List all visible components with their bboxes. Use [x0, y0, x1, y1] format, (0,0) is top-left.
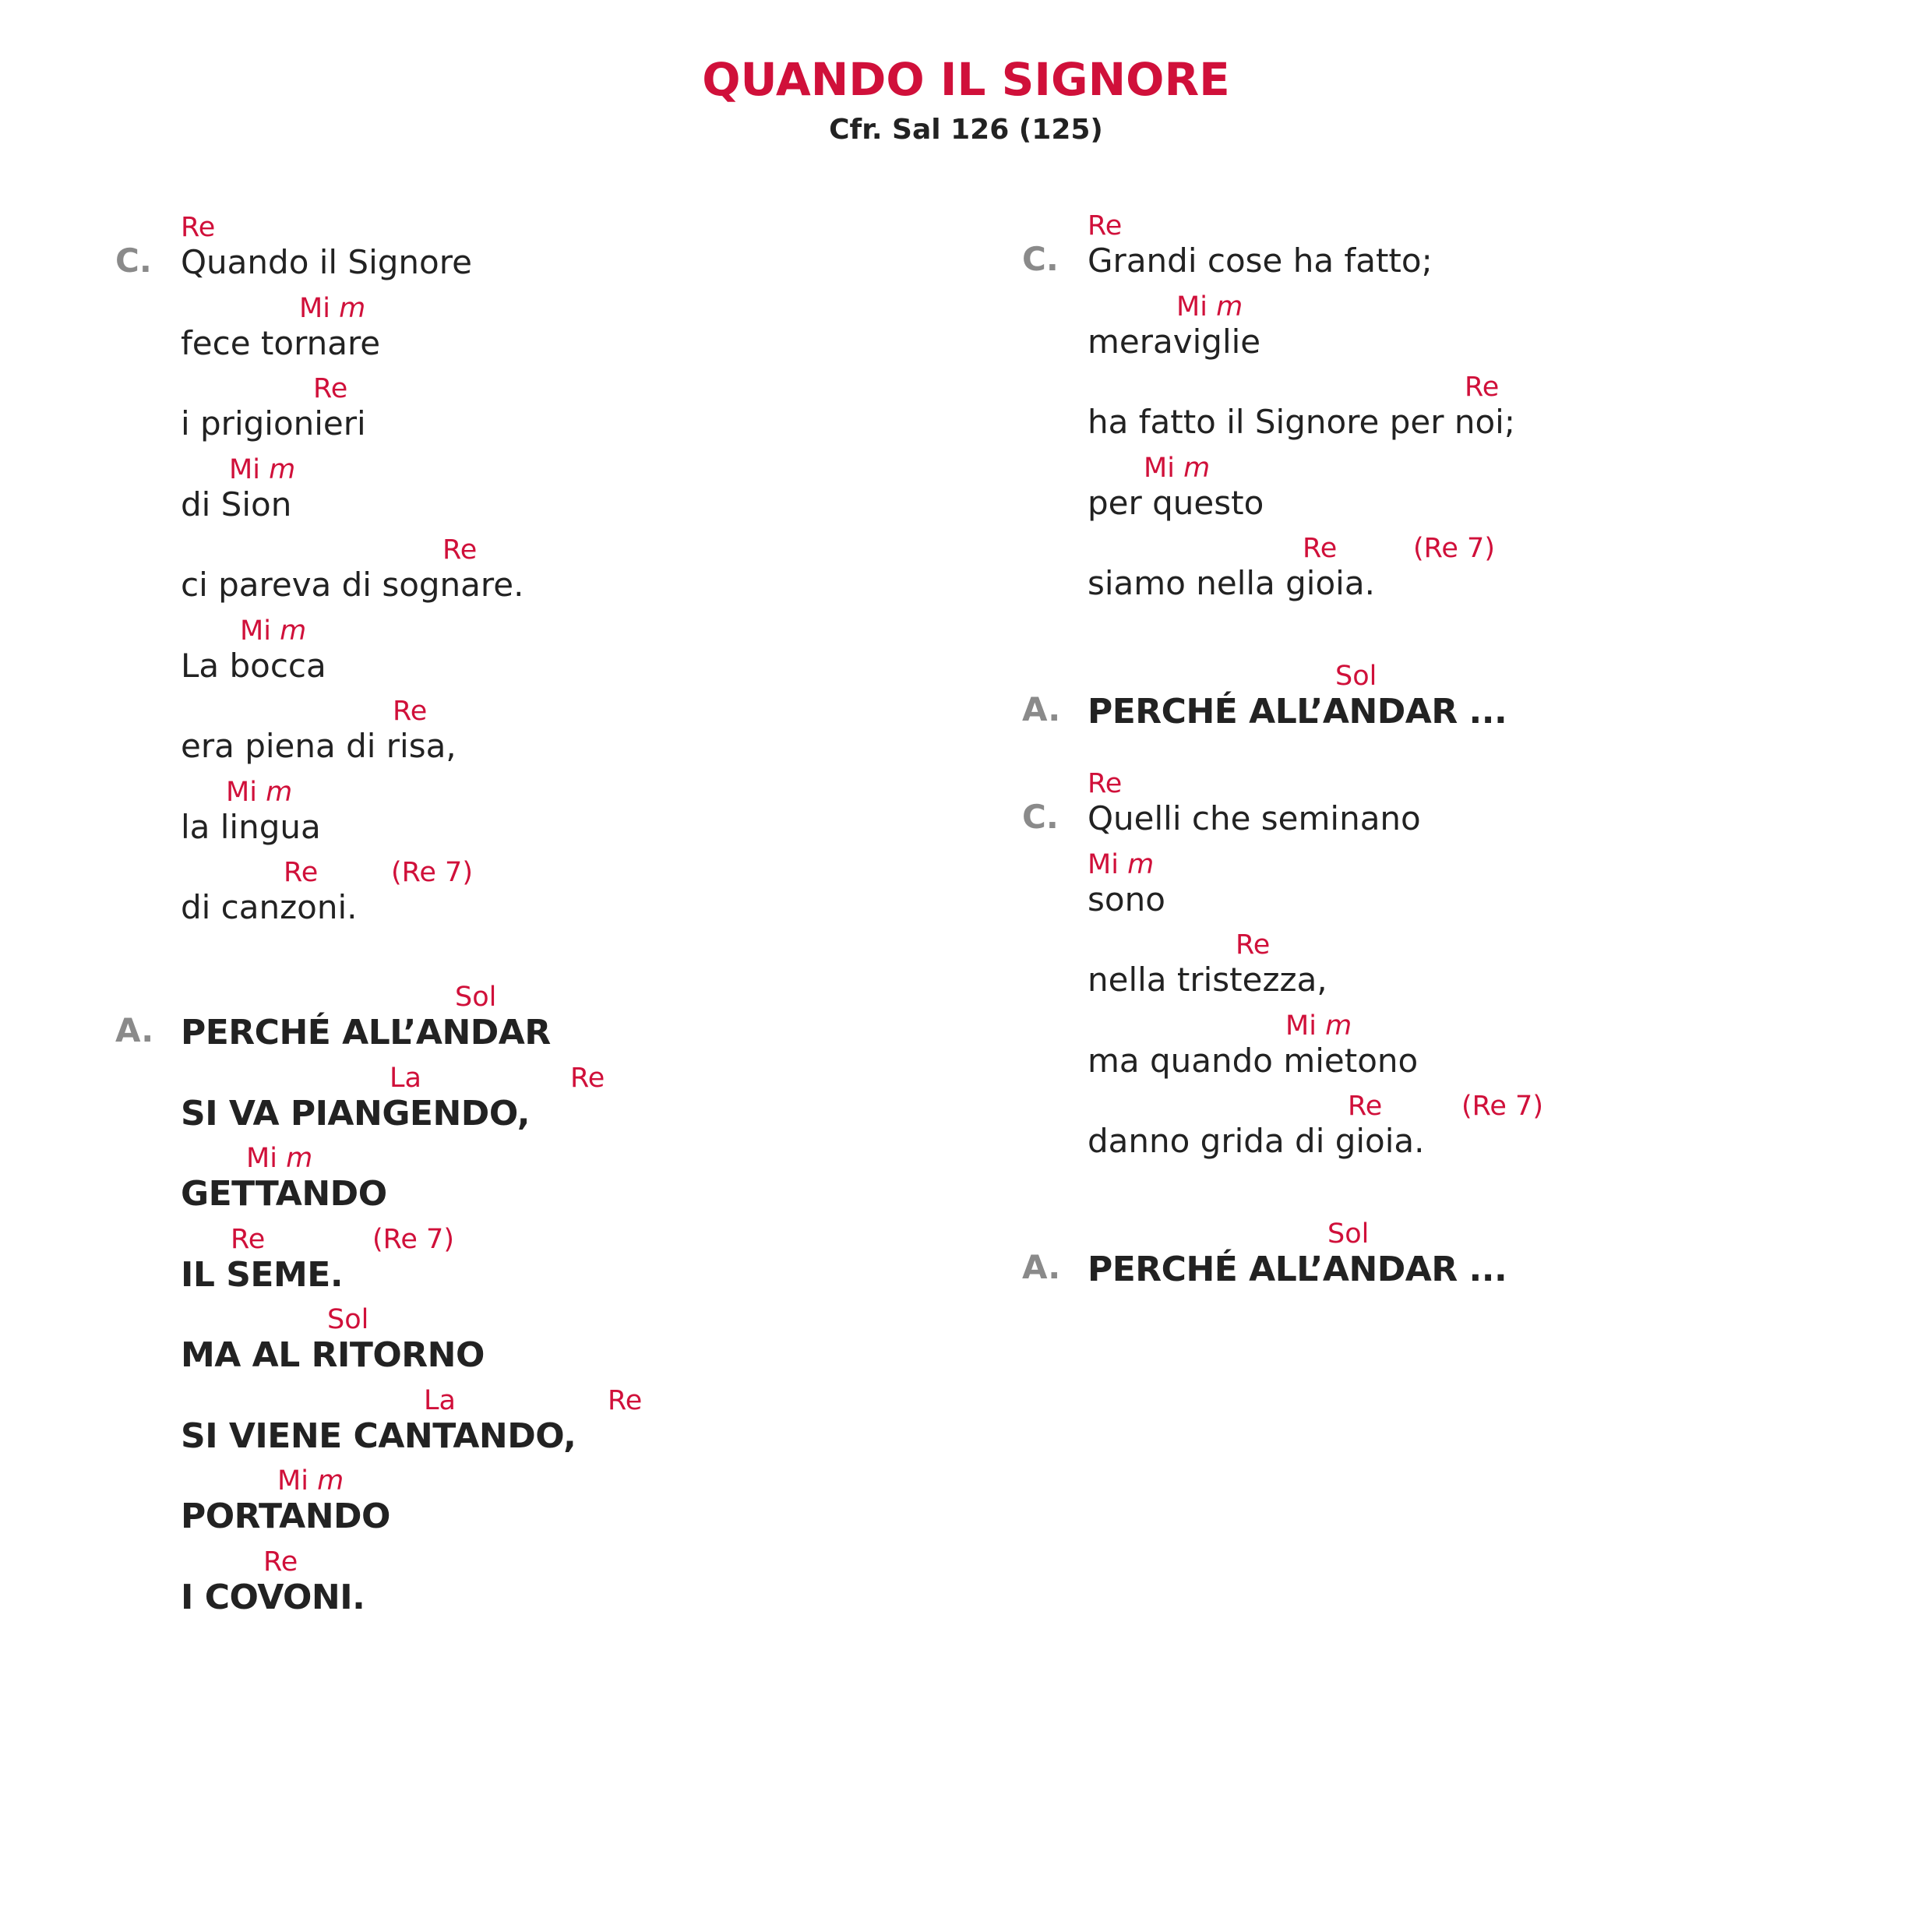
chord [1465, 372, 1499, 403]
cantor-marker: C. [1022, 798, 1059, 836]
chord [226, 777, 292, 808]
chord-root: (Re 7) [1461, 1091, 1543, 1122]
lyric-text: siamo nella gioia. [1088, 564, 1375, 602]
lyric-text: PORTANDO [181, 1497, 390, 1536]
chord [299, 293, 365, 324]
chord [1303, 533, 1337, 564]
chord [327, 1304, 368, 1335]
chord-root: Sol [327, 1304, 369, 1335]
chord [246, 1143, 312, 1174]
lyric-text: PERCHÉ ALL’ANDAR ... [1088, 692, 1507, 732]
chord-root: Re [263, 1546, 298, 1578]
chord-root: Mi [1088, 848, 1119, 880]
chord-root: Sol [455, 982, 497, 1013]
chord-root: Re [284, 857, 319, 888]
chord-root: Re [1303, 533, 1338, 564]
chord [1285, 1010, 1352, 1042]
chord [570, 1063, 605, 1094]
chord-root: Mi [1285, 1010, 1317, 1042]
chord-root: Re [1465, 372, 1500, 403]
lyric-text: I COVONI. [181, 1577, 365, 1617]
lyric-text: di Sion [181, 485, 292, 524]
chord-root: Re [1348, 1091, 1383, 1122]
assembly-marker: A. [115, 1011, 154, 1049]
lyric-text: ma quando mietono [1088, 1041, 1419, 1080]
chord-minor-mark: m [317, 1465, 344, 1497]
chord [608, 1385, 642, 1416]
chord-root: Mi [299, 292, 330, 324]
lyric-text: La bocca [181, 646, 326, 685]
chord [1461, 1091, 1543, 1122]
lyric-text: la lingua [181, 807, 321, 846]
chord [277, 1465, 344, 1497]
chord-minor-mark: m [1216, 291, 1243, 323]
assembly-marker: A. [1022, 1248, 1061, 1286]
chord [229, 454, 295, 485]
chord-root: Re [393, 696, 428, 727]
lyric-text: PERCHÉ ALL’ANDAR ... [1088, 1250, 1507, 1289]
chord-root: Re [570, 1062, 605, 1094]
chord [313, 373, 347, 404]
chord-root: Mi [246, 1143, 277, 1174]
lyric-text: Grandi cose ha fatto; [1088, 242, 1433, 280]
chord-root: Sol [1335, 661, 1377, 692]
chord-row [1088, 849, 1867, 885]
chord-root: Re [231, 1223, 266, 1255]
chord [372, 1224, 454, 1255]
cantor-marker: C. [1022, 240, 1059, 278]
chord-root: La [390, 1062, 421, 1094]
chord [1088, 210, 1122, 242]
chord-root: (Re 7) [372, 1223, 454, 1255]
lyric-text: fece tornare [181, 323, 381, 362]
chord [181, 212, 215, 243]
chord-root: Mi [226, 776, 257, 808]
lyric-text: SI VIENE CANTANDO, [181, 1416, 576, 1456]
chord-minor-mark: m [339, 292, 366, 324]
chord [1088, 849, 1154, 880]
chord [442, 534, 477, 566]
chord-root: Re [608, 1384, 643, 1416]
lyric-text: sono [1088, 880, 1165, 918]
chord-root: Re [1088, 768, 1123, 799]
chord [1236, 929, 1270, 961]
chord-root: Re [1088, 210, 1123, 242]
lyric-text: di canzoni. [181, 888, 358, 926]
chord [1335, 661, 1377, 692]
lyric-text: SI VA PIANGENDO, [181, 1093, 530, 1133]
chord-root: La [424, 1384, 456, 1416]
chord-root: (Re 7) [391, 857, 473, 888]
chord-root: Sol [1327, 1218, 1370, 1250]
song-subtitle: Cfr. Sal 126 (125) [829, 114, 1103, 146]
chord [424, 1385, 456, 1416]
song-title: QUANDO IL SIGNORE [702, 53, 1230, 106]
chord [391, 857, 473, 888]
chord-root: Re [442, 534, 478, 566]
chord-minor-mark: m [1127, 848, 1155, 880]
lyric-text: per questo [1088, 483, 1264, 522]
chord-root: (Re 7) [1413, 533, 1495, 564]
chord [240, 615, 306, 647]
cantor-marker: C. [115, 242, 152, 280]
chord-row [181, 454, 960, 490]
chord-root: Mi [229, 453, 260, 485]
chord-root: Re [313, 373, 348, 404]
chord-minor-mark: m [286, 1143, 313, 1174]
chord-minor-mark: m [280, 615, 307, 647]
chord-root: Mi [1176, 291, 1208, 323]
lyric-text: nella tristezza, [1088, 961, 1327, 999]
chord-minor-mark: m [269, 453, 296, 485]
chord [393, 696, 427, 727]
lyric-text: IL SEME. [181, 1254, 344, 1295]
chord [1144, 453, 1210, 484]
lyric-text: Quelli che seminano [1088, 799, 1421, 837]
chord-root: Mi [1144, 452, 1175, 484]
chord-root: Re [181, 212, 216, 243]
chord [1176, 291, 1243, 323]
lyric-text: MA AL RITORNO [181, 1335, 485, 1375]
lyric-text: meraviglie [1088, 322, 1261, 361]
chord [1088, 768, 1122, 799]
chord [1348, 1091, 1382, 1122]
chord-minor-mark: m [266, 776, 293, 808]
chord [455, 982, 496, 1013]
assembly-marker: A. [1022, 690, 1061, 728]
chord-minor-mark: m [1183, 452, 1211, 484]
lyric-text: danno grida di gioia. [1088, 1122, 1425, 1160]
chord-root: Re [1236, 929, 1271, 961]
lyric-text: ci pareva di sognare. [181, 566, 524, 604]
chord [1327, 1218, 1369, 1250]
chord-root: Mi [240, 615, 271, 647]
chord [231, 1224, 265, 1255]
lyric-text: ha fatto il Signore per noi; [1088, 403, 1515, 441]
chord-root: Mi [277, 1465, 308, 1497]
chord-minor-mark: m [1325, 1010, 1352, 1042]
lyric-text: GETTANDO [181, 1174, 387, 1214]
lyric-text: i prigionieri [181, 404, 366, 442]
chord [263, 1546, 298, 1578]
chord [390, 1063, 421, 1094]
chord [1413, 533, 1495, 564]
lyric-text: era piena di risa, [181, 727, 457, 765]
lyric-text: Quando il Signore [181, 243, 472, 281]
chord [284, 857, 318, 888]
lyric-text: PERCHÉ ALL’ANDAR [181, 1013, 551, 1052]
